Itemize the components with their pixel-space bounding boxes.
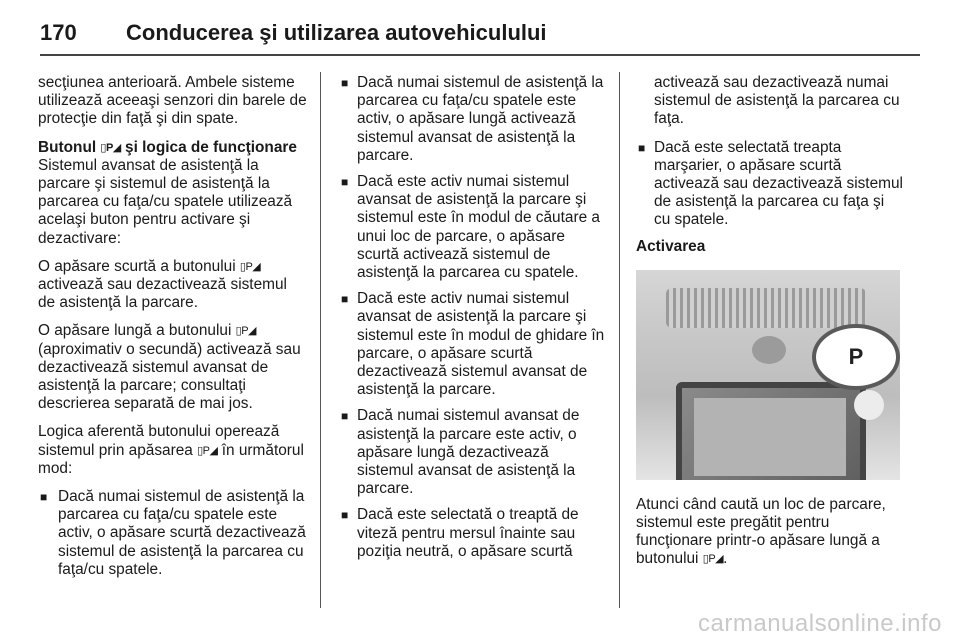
list-item: [339, 290, 607, 399]
page-number: 170: [40, 20, 77, 45]
dashboard-photo: [636, 270, 900, 480]
list-item-text: Dacă este selectată treapta marşarier, o apăsare scurtă activează sau dezactivează sistemul de asistenţă la parcarea cu faţa şi cu spatele.: [654, 138, 903, 229]
list-item: [636, 139, 904, 230]
bullet-icon: ■: [341, 508, 349, 523]
paragraph-text: în următorul mod:: [38, 441, 304, 477]
park-assist-icon: ▯P◢: [239, 260, 261, 273]
list-item: [339, 173, 607, 282]
list-item-continuation: activează sau dezactivează numai sistemul de asistenţă la parcarea cu faţa.: [654, 74, 900, 128]
hazard-button: [752, 336, 786, 364]
paragraph: [636, 496, 904, 569]
paragraph-text: Atunci când caută un loc de parcare, sistemul este pregătit pentru funcţionare printr-o apăsare lungă a butonului: [636, 495, 886, 568]
bullet-icon: ■: [341, 175, 349, 190]
list-item: [38, 488, 308, 579]
park-assist-icon: ▯P◢: [702, 553, 724, 566]
list-item-text: Dacă numai sistemul avansat de asistenţă la parcare este activ, o apăsare lungă dezactivează sistemul avansat de asistenţă la parcare.: [357, 407, 580, 498]
infotainment-screen: [676, 382, 866, 480]
bullet-list: [636, 139, 904, 230]
column-1: [38, 74, 308, 587]
section-heading: [38, 139, 308, 157]
park-assist-callout: [812, 324, 900, 390]
list-item-text: Dacă numai sistemul de asistenţă la parcarea cu faţa/cu spatele este activ, o apăsare lungă activează sistemul avansat de asistenţă la parcare.: [357, 74, 604, 164]
section-heading: Activarea: [636, 237, 706, 255]
paragraph-text: activează sau dezactivează sistemul de asistenţă la parcare.: [38, 276, 287, 312]
list-item: [339, 74, 607, 165]
screen-display: [694, 398, 846, 476]
park-assist-icon: ▯P◢: [197, 444, 218, 457]
paragraph-text: Logica aferentă butonului operează sistemul prin apăsarea: [38, 423, 280, 459]
park-assist-icon: ▯P◢: [235, 325, 257, 338]
bullet-icon: ■: [341, 409, 349, 424]
bullet-icon: ■: [341, 76, 349, 90]
list-item-text: Dacă este selectată o treaptă de viteză pentru mersul înainte sau poziţia neutră, o apăsare scurtă: [357, 506, 579, 560]
paragraph-text: (aproximativ o secundă) activează sau dezactivează sistemul avansat de asistenţă la parcare; consultaţi descrierea separată de mai jos.: [38, 340, 301, 413]
list-item: [339, 407, 607, 498]
column-2: [339, 74, 607, 569]
bullet-icon: ■: [638, 140, 646, 155]
paragraph: [38, 423, 308, 478]
page-title: Conducerea şi utilizarea autovehiculului: [126, 20, 547, 45]
paragraph: [38, 322, 308, 413]
paragraph: [38, 258, 308, 313]
paragraph-text: .: [723, 550, 728, 568]
bullet-list: [38, 488, 308, 579]
paragraph: secţiunea anterioară. Ambele sisteme utilizează aceeaşi senzori din barele de protecţie din faţă şi din spate.: [38, 74, 307, 128]
watermark: carmanualsonline.info: [698, 610, 942, 637]
column-3: [636, 74, 904, 579]
column-divider-1: [320, 72, 321, 608]
air-vent: [666, 288, 866, 328]
paragraph-text: O apăsare scurtă a butonului: [38, 257, 236, 275]
list-item: [339, 506, 607, 561]
bullet-icon: ■: [40, 490, 48, 505]
paragraph: Sistemul avansat de asistenţă la parcare şi sistemul de asistenţă la parcarea cu faţa/cu spatele utilizează acelaşi buton pentru activare şi dezactivare:: [38, 156, 293, 247]
heading-text: şi logica de funcţionare: [125, 138, 297, 156]
page-header: [40, 14, 920, 56]
list-item-text: Dacă numai sistemul de asistenţă la parcarea cu faţa/cu spatele este activ, o apăsare scurtă dezactivează sistemul de asistenţă la parcarea cu faţa/cu spatele.: [58, 488, 306, 578]
bullet-list: [339, 74, 607, 561]
park-assist-icon: P: [848, 343, 864, 369]
heading-text: Butonul: [38, 138, 97, 156]
park-assist-icon: ▯P◢: [100, 141, 121, 154]
list-item-text: Dacă este activ numai sistemul avansat de asistenţă la parcare şi sistemul este în modul de ghidare în parcare, o apăsare scurtă dezactivează sistemul avansat de asistenţă la parcare.: [357, 290, 605, 399]
bullet-icon: ■: [341, 292, 349, 307]
list-item-text: Dacă este activ numai sistemul avansat de asistenţă la parcare şi sistemul este în modul de căutare a unui loc de parcare, o apăsare scurtă activează sistemul de asistenţă la parcarea cu spatele.: [357, 173, 600, 282]
paragraph-text: O apăsare lungă a butonului: [38, 322, 232, 340]
column-divider-2: [619, 72, 620, 608]
park-assist-button: [854, 390, 884, 420]
